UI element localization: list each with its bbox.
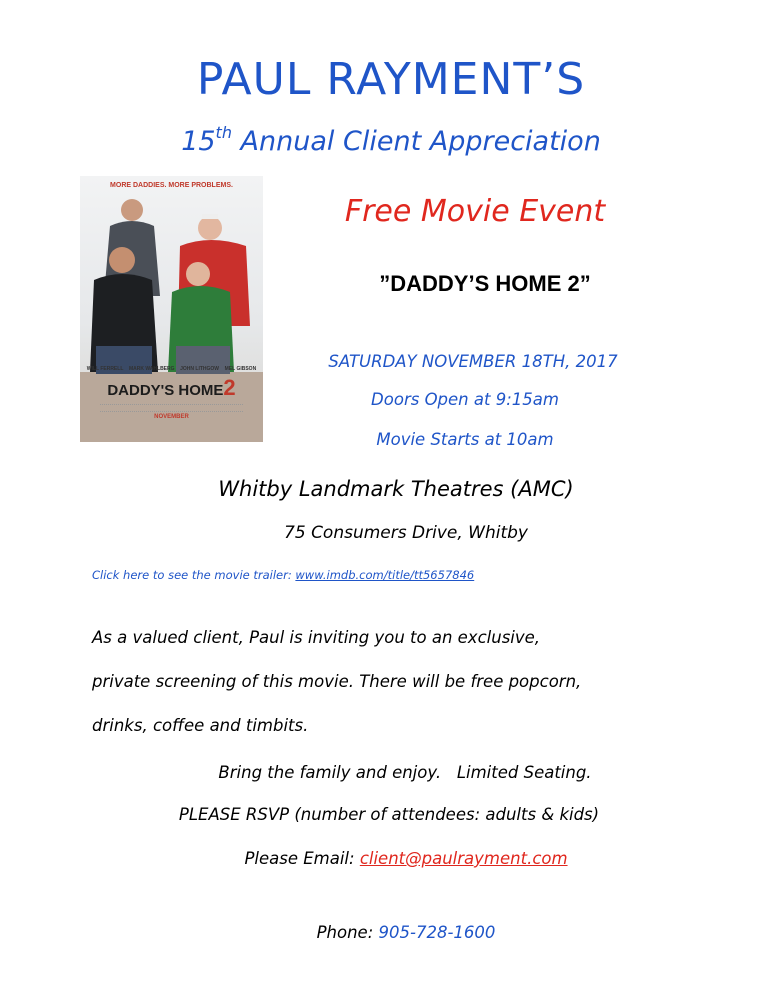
- email-line: [0, 846, 782, 872]
- movie-title: ”DADDY’S HOME 2”: [379, 271, 591, 296]
- trailer-line: [92, 566, 474, 584]
- poster-artwork: [80, 176, 263, 442]
- poster-cast: [84, 366, 259, 372]
- subtitle-ordinal: th: [215, 123, 232, 142]
- event-date: SATURDAY NOVEMBER 18TH, 2017: [328, 352, 618, 371]
- poster-release: NOVEMBER: [154, 414, 189, 420]
- poster-title-number: 2: [223, 375, 236, 400]
- phone-number: 905-728-1600: [378, 923, 496, 942]
- poster-title-text: DADDY'S HOME: [107, 382, 224, 399]
- paragraph-line: drinks, coffee and timbits.: [92, 716, 309, 735]
- poster-title: [80, 375, 263, 400]
- movie-start-time: Movie Starts at 10am: [376, 430, 554, 449]
- poster-credits-block: [100, 404, 243, 412]
- venue-name: Whitby Landmark Theatres (AMC): [218, 477, 574, 501]
- event-heading: Free Movie Event: [344, 194, 606, 229]
- movie-poster: [80, 176, 263, 442]
- page-title: PAUL RAYMENT’S: [196, 54, 586, 105]
- trailer-link[interactable]: www.imdb.com/title/tt5657846: [295, 568, 475, 582]
- email-link[interactable]: client@paulrayment.com: [359, 849, 568, 868]
- email-label: Please Email:: [244, 849, 360, 868]
- invitation-paragraph: [92, 616, 712, 748]
- doors-open-time: Doors Open at 9:15am: [371, 390, 559, 409]
- phone-line: [0, 920, 782, 946]
- poster-cast-name: WILL FERRELL: [86, 366, 124, 372]
- poster-cast-name: MARK WAHLBERG: [128, 366, 175, 372]
- poster-cast-name: JOHN LITHGOW: [180, 366, 220, 372]
- rsvp-line: PLEASE RSVP (number of attendees: adults & kids): [178, 805, 600, 824]
- subtitle-number: 15: [181, 126, 216, 157]
- subtitle-text: Annual Client Appreciation: [231, 126, 601, 157]
- page-subtitle: [0, 124, 782, 160]
- trailer-label: Click here to see the movie trailer:: [92, 568, 296, 582]
- paragraph-line: As a valued client, Paul is inviting you to an exclusive,: [92, 628, 541, 647]
- phone-label: Phone:: [316, 923, 379, 942]
- poster-tagline: MORE DADDIES. MORE PROBLEMS.: [110, 182, 233, 189]
- venue-address: 75 Consumers Drive, Whitby: [284, 523, 528, 543]
- paragraph-line: private screening of this movie. There will be free popcorn,: [92, 672, 582, 691]
- poster-cast-name: MEL GIBSON: [224, 366, 257, 372]
- bring-family-line: Bring the family and enjoy. Limited Seating.: [218, 763, 592, 782]
